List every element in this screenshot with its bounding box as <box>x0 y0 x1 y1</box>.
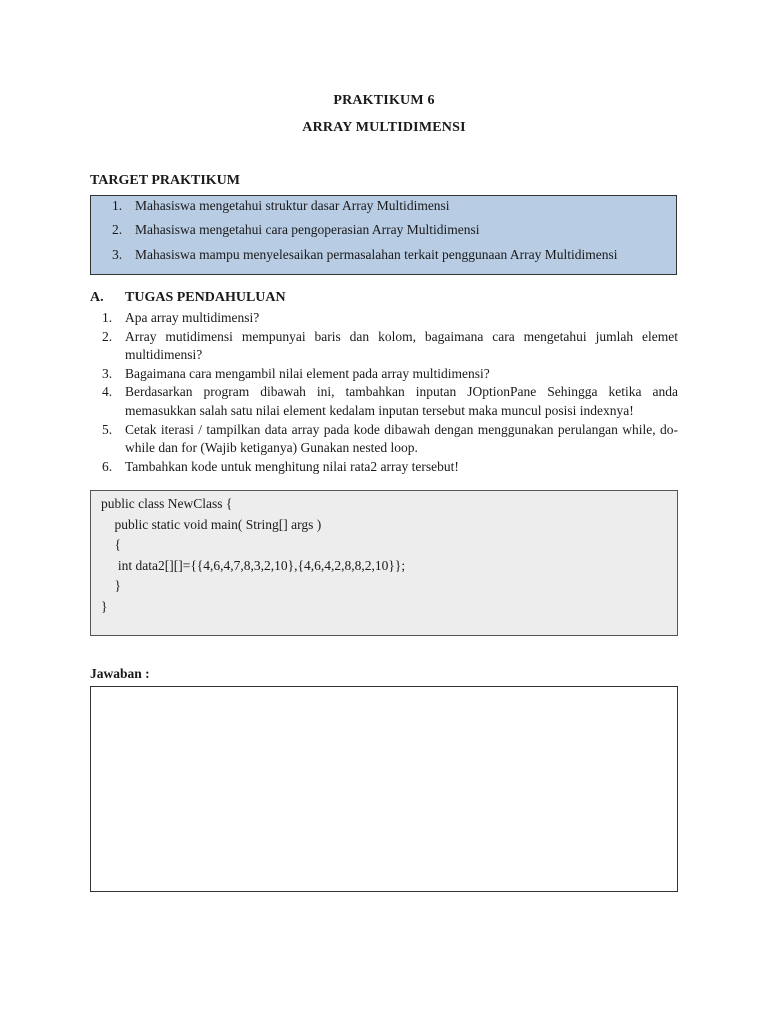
code-line: int data2[][]={{4,6,4,7,8,3,2,10},{4,6,4,2,8,8,2,10}}; <box>101 557 406 573</box>
task-item <box>90 328 678 365</box>
task-item <box>90 309 678 328</box>
task-item <box>90 383 678 420</box>
task-item-number: 2. <box>102 328 113 344</box>
code-line: } <box>101 598 108 614</box>
answer-label: Jawaban : <box>90 666 150 681</box>
target-item-number: 2. <box>112 222 123 237</box>
code-line: } <box>101 578 121 593</box>
task-list <box>90 309 678 476</box>
code-line: public static void main( String[] args ) <box>101 516 322 532</box>
code-line: public class NewClass { <box>101 496 233 511</box>
answer-box[interactable] <box>90 686 678 892</box>
task-item-text: Apa array multidimensi? <box>125 310 260 325</box>
task-section-title: TUGAS PENDAHULUAN <box>125 290 286 305</box>
target-item-text: Mahasiswa mengetahui cara pengoperasian Array Multidimensi <box>135 222 480 237</box>
task-item <box>90 365 678 384</box>
task-item-number: 5. <box>102 421 113 437</box>
task-item-number: 3. <box>102 365 113 381</box>
code-snippet-box <box>90 490 678 636</box>
task-item-number: 4. <box>102 384 113 400</box>
task-item <box>90 458 678 477</box>
target-heading: TARGET PRAKTIKUM <box>90 173 240 188</box>
document-subtitle: ARRAY MULTIDIMENSI <box>302 120 466 135</box>
task-item-text: Array mutidimensi mempunyai baris dan kolom, bagaimana cara mengetahui jumlah elemet multidimensi? <box>125 328 678 363</box>
document-title: PRAKTIKUM 6 <box>333 93 435 108</box>
target-item-text: Mahasiswa mengetahui struktur dasar Array Multidimensi <box>135 198 450 213</box>
task-item-number: 1. <box>102 310 113 325</box>
code-line: { <box>101 537 121 552</box>
task-item <box>90 421 678 458</box>
task-item-text: Bagaimana cara mengambil nilai element pada array multidimensi? <box>125 365 490 381</box>
task-item-text: Cetak iterasi / tampilkan data array pada kode dibawah dengan menggunakan perulangan while, do-while dan for (Wajib ketiganya) Gunakan nested loop. <box>125 421 678 456</box>
target-item-number: 1. <box>112 198 123 213</box>
task-item-number: 6. <box>102 458 113 474</box>
task-section-letter: A. <box>90 290 104 305</box>
task-item-text: Tambahkan kode untuk menghitung nilai rata2 array tersebut! <box>125 458 459 474</box>
target-item-number: 3. <box>112 247 123 262</box>
target-list-box <box>90 195 677 275</box>
task-item-text: Berdasarkan program dibawah ini, tambahkan inputan JOptionPane Sehingga ketika anda memasukkan salah satu nilai element kedalam inputan tersebut maka muncul posisi indexnya! <box>125 384 678 418</box>
target-item-text: Mahasiswa mampu menyelesaikan permasalahan terkait penggunaan Array Multidimensi <box>135 247 618 262</box>
